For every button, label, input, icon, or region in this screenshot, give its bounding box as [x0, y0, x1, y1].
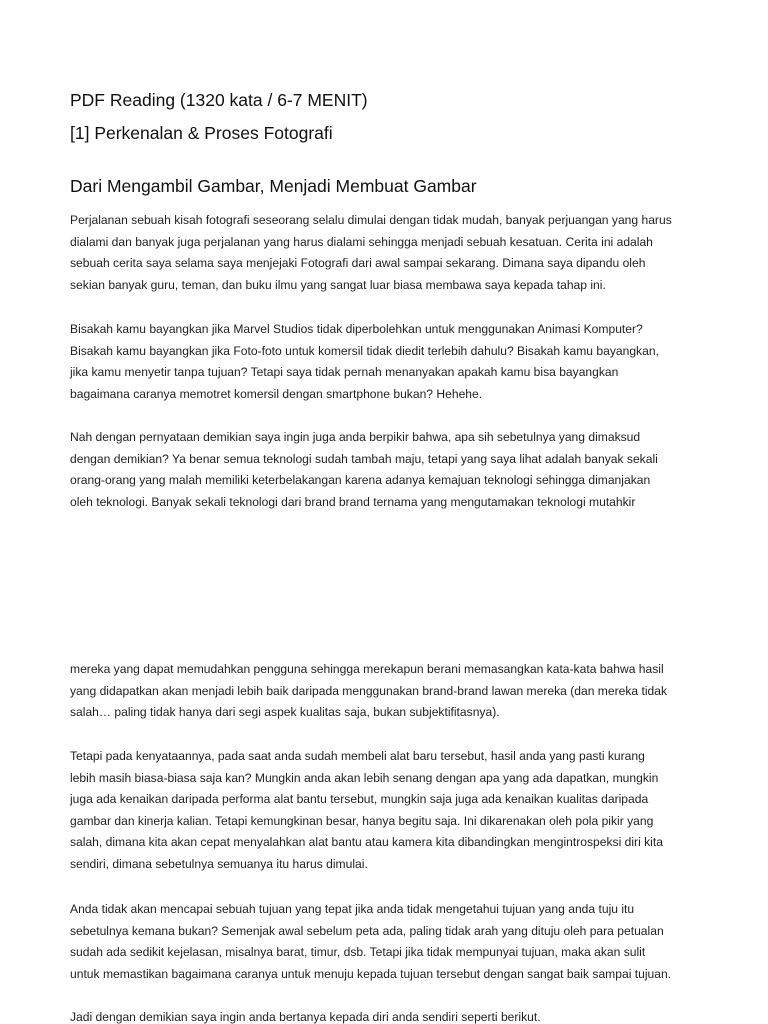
paragraph-line: sebuah cerita saya selama saya menjejaki Fotografi dari awal sampai sekarang. Dimana saya dipandu oleh: [70, 256, 646, 271]
paragraph-line: gambar dan kinerja kalian. Tetapi kemungkinan besar, hanya begitu saja. Ini dikarenakan oleh pola pikir yang: [70, 813, 654, 828]
paragraph-line: juga ada kenaikan daripada performa alat bantu tersebut, mungkin saja juga ada kenaikan kualitas daripada: [70, 792, 649, 807]
paragraph-line: Jadi dengan demikian saya ingin anda bertanya kepada diri anda sendiri seperti berikut.: [70, 1010, 541, 1024]
paragraph-line: salah… paling tidak hanya dari segi aspek kualitas saja, bukan subjektifitasnya).: [70, 705, 500, 720]
document-title: PDF Reading (1320 kata / 6-7 MENIT): [70, 90, 368, 110]
paragraph-line: bagaimana caranya memotret komersil dengan smartphone bukan? Hehehe.: [70, 386, 483, 401]
paragraph: [70, 427, 710, 513]
paragraph-line: orang-orang yang malah memiliki keterbelakangan karena adanya kemajuan teknologi sehingga dimanjakan: [70, 473, 651, 488]
chapter-title: [1] Perkenalan & Proses Fotografi: [70, 123, 333, 143]
paragraph: [70, 210, 710, 296]
section-heading: Dari Mengambil Gambar, Menjadi Membuat Gambar: [70, 176, 477, 196]
paragraph-line: salah, dimana kita akan cepat menyalahkan alat bantu atau kamera kita dibandingkan mengintrospeksi diri kita: [70, 835, 663, 850]
paragraph: [70, 746, 710, 876]
paragraph-line: Bisakah kamu bayangkan jika Foto-foto untuk komersil tidak diedit terlebih dahulu? Bisakah kamu bayangkan,: [70, 343, 659, 358]
paragraph-line: Nah dengan pernyataan demikian saya ingin juga anda berpikir bahwa, apa sih sebetulnya yang dimaksud: [70, 430, 641, 444]
paragraph: [70, 1007, 710, 1024]
paragraph-line: untuk memastikan bagaimana caranya untuk menuju kepada tujuan tersebut dengan sangat baik sampai tujuan.: [70, 966, 672, 981]
paragraph-line: oleh teknologi. Banyak sekali teknologi dari brand brand ternama yang mengutamakan teknologi mutahkir: [70, 494, 636, 509]
paragraph-line: sekian banyak guru, teman, dan buku ilmu yang sangat luar biasa membawa saya kepada tahap ini.: [70, 277, 606, 292]
paragraph-line: Anda tidak akan mencapai sebuah tujuan yang tepat jika anda tidak mengetahui tujuan yang anda tuju itu: [70, 902, 635, 916]
paragraph-line: sudah ada sedikit kejelasan, misalnya barat, timur, dsb. Tetapi jika tidak mempunyai tujuan, maka akan sulit: [70, 945, 646, 960]
paragraph-line: dialami dan banyak juga perjalanan yang harus dialami sehingga menjadi sebuah kesatuan. Cerita ini adalah: [70, 234, 653, 249]
paragraph: [70, 659, 710, 724]
paragraph-line: jika kamu menyetir tanpa tujuan? Tetapi saya tidak pernah menanyakan apakah kamu bisa bayangkan: [70, 365, 619, 380]
paragraph-line: yang didapatkan akan menjadi lebih baik daripada menggunakan brand-brand lawan mereka (dan mereka tidak: [70, 683, 668, 698]
paragraph-line: dengan demikian? Ya benar semua teknologi sudah tambah maju, tetapi yang saya lihat adalah banyak sekali: [70, 451, 658, 466]
paragraph-line: sebetulnya kemana bukan? Semenjak awal sebelum peta ada, paling tidak arah yang dituju oleh para petualan: [70, 923, 664, 938]
paragraph-line: sendiri, dimana sebetulnya semuanya itu harus dimulai.: [70, 856, 368, 871]
paragraph-line: Perjalanan sebuah kisah fotografi seseorang selalu dimulai dengan tidak mudah, banyak perjuangan yang harus: [70, 213, 672, 227]
paragraph-line: mereka yang dapat memudahkan pengguna sehingga merekapun berani memasangkan kata-kata bahwa hasil: [70, 662, 664, 676]
paragraph-line: lebih masih biasa-biasa saja kan? Mungkin anda akan lebih senang dengan apa yang ada dapatkan, mungkin: [70, 770, 659, 785]
paragraph: [70, 319, 710, 405]
paragraph-line: Tetapi pada kenyataannya, pada saat anda sudah membeli alat baru tersebut, hasil anda yang pasti kurang: [70, 749, 645, 763]
paragraph-line: Bisakah kamu bayangkan jika Marvel Studios tidak diperbolehkan untuk menggunakan Animasi Komputer?: [70, 322, 643, 336]
paragraph: [70, 899, 710, 985]
